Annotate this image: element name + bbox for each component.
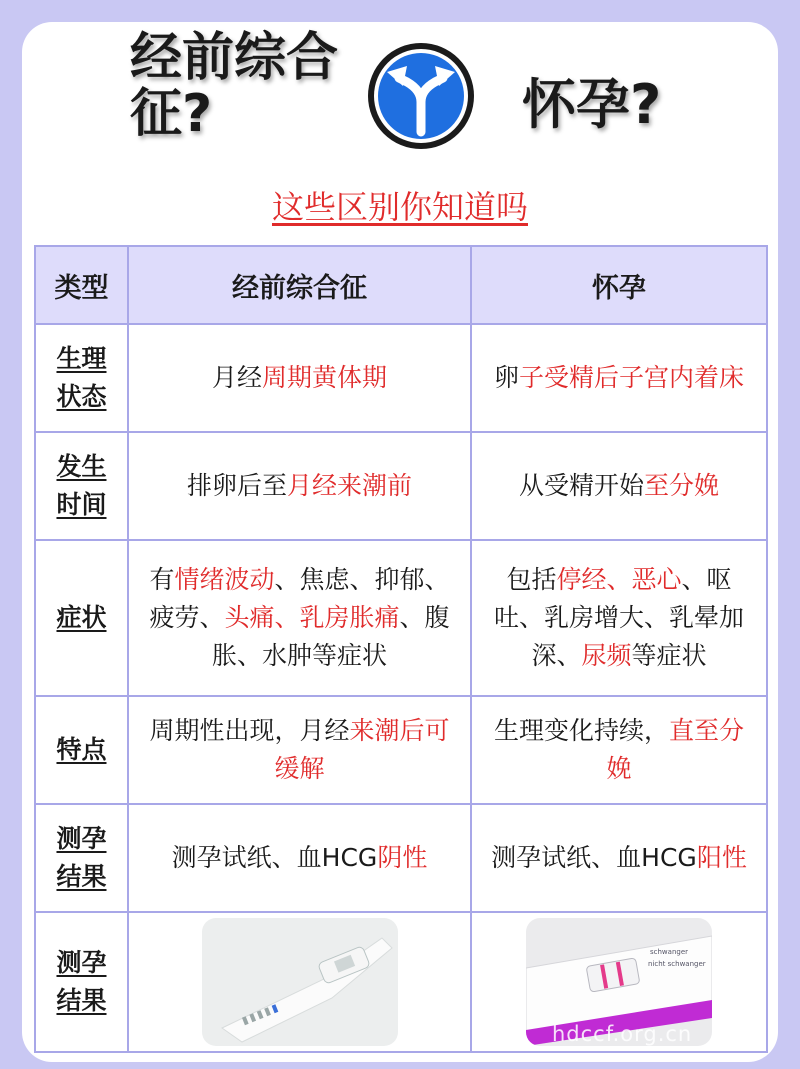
highlight-text: 情绪波动 (174, 565, 275, 594)
cell-text: 从受精开始 (518, 471, 644, 500)
cell-text: 测孕试纸、血HCG (491, 843, 697, 872)
negative-pregnancy-test-photo (202, 918, 398, 1046)
title-pregnancy: 怀孕? (522, 73, 662, 136)
row-label-text: 测孕 结果 (56, 824, 107, 891)
row-label-text: 测孕 结果 (56, 948, 107, 1015)
pms-cell (128, 540, 471, 696)
nicht-schwanger-label: nicht schwanger (648, 960, 706, 968)
table-row (35, 540, 767, 696)
highlight-text: 尿频 (581, 641, 632, 670)
row-label-text: 生理 状态 (56, 344, 107, 411)
cell-text: 包括 (506, 565, 557, 594)
header-pms: 经前综合征 (128, 246, 471, 324)
fork-arrow-sign-icon (365, 40, 477, 152)
comparison-table (34, 245, 768, 1053)
row-label (35, 912, 128, 1052)
table-row (35, 432, 767, 540)
title-pms: 经前综合征? (130, 28, 339, 144)
cell-text: 卵 (493, 363, 519, 392)
row-label (35, 324, 128, 432)
row-label-text: 症状 (56, 603, 107, 632)
table-row (35, 696, 767, 804)
cell-text: 周期性出现，月经 (149, 716, 350, 745)
pregnancy-cell (471, 696, 767, 804)
row-label (35, 696, 128, 804)
highlight-text: 来潮后可缓解 (274, 716, 450, 783)
highlight-text: 周期黄体期 (262, 363, 388, 392)
table-header-row (35, 246, 767, 324)
schwanger-label: schwanger (650, 948, 689, 956)
row-label-text: 特点 (56, 735, 107, 764)
cell-text: 、呕吐、乳房增大、乳晕加深、 (493, 565, 744, 670)
highlight-text: 至分娩 (644, 471, 720, 500)
row-label (35, 804, 128, 912)
cell-text: 、焦虑、抑郁、疲劳、 (149, 565, 450, 632)
table-body (35, 324, 767, 1052)
cell-text: 月经 (211, 363, 262, 392)
header-type: 类型 (35, 246, 128, 324)
header-pregnancy: 怀孕 (471, 246, 767, 324)
highlight-text: 月经来潮前 (287, 471, 413, 500)
subtitle: 这些区别你知道吗 (271, 188, 528, 226)
pms-photo-cell (128, 912, 471, 1052)
table-row (35, 804, 767, 912)
cell-text: 生理变化持续， (493, 716, 669, 745)
pms-cell (128, 804, 471, 912)
highlight-text: 直至分娩 (606, 716, 745, 783)
highlight-text: 头痛、乳房胀痛 (224, 603, 400, 632)
cell-text: 有 (149, 565, 175, 594)
highlight-text: 停经、恶心 (556, 565, 682, 594)
row-label (35, 540, 128, 696)
pregnancy-cell (471, 540, 767, 696)
pregnancy-cell (471, 804, 767, 912)
table-row (35, 324, 767, 432)
cell-text: 等症状 (631, 641, 707, 670)
cell-text: 排卵后至 (186, 471, 287, 500)
cell-text: 测孕试纸、血HCG (171, 843, 378, 872)
pms-cell (128, 432, 471, 540)
pms-cell (128, 696, 471, 804)
pregnancy-cell (471, 324, 767, 432)
cell-text: 、腹胀、水肿等症状 (211, 603, 450, 670)
highlight-text: 阴性 (377, 843, 428, 872)
pms-cell (128, 324, 471, 432)
row-label-text: 发生 时间 (56, 452, 107, 519)
pregnancy-cell (471, 432, 767, 540)
watermark: hdccf.org.cn (552, 1022, 693, 1046)
row-label (35, 432, 128, 540)
highlight-text: 子受精后子宫内着床 (519, 363, 745, 392)
highlight-text: 阳性 (696, 843, 747, 872)
